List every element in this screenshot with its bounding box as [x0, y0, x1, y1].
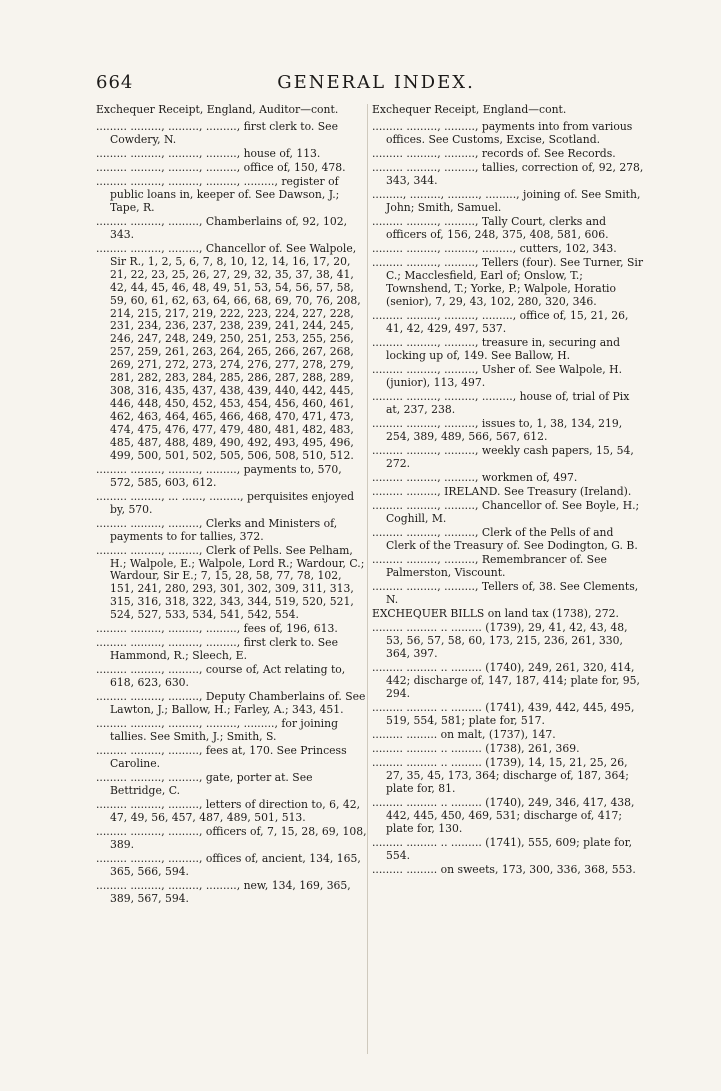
index-entry: ......... ........., ........., weekly cash papers, 15, 54, 272.: [372, 443, 634, 470]
index-entry: ......... ........., ........., letters of direction to, 6, 42, 47, 49, 56, 457, 487, 489, 501, 513.: [96, 798, 361, 825]
index-entry: EXCHEQUER BILLS on land tax (1738), 272.: [372, 607, 619, 621]
index-column-right: [372, 104, 644, 1064]
index-entry: ......... ........., ........., ........., house of, trial of Pix at, 237, 238.: [372, 389, 630, 416]
index-entry: ......... ........., ........., ........., cutters, 102, 343.: [372, 242, 617, 255]
index-entry: ......... ......... .. ......... (1741), 555, 609; plate for, 554.: [372, 836, 633, 862]
section-heading: Exchequer Receipt, England, Auditor—cont.: [96, 104, 339, 116]
index-entry: ......... ......... .. ......... (1739), 14, 15, 21, 25, 26, 27, 35, 45, 173, 364; discharge of, 187, 364; plate for, 81.: [372, 756, 629, 795]
index-entry: ......... ......... .. ......... (1740), 249, 346, 417, 438, 442, 445, 450, 469, 531; discharge of, 417; plate for, 130.: [372, 796, 635, 835]
index-entry: ......... ........., ........., Deputy Chamberlains of. See Lawton, J.; Ballow, H.; Farley, A.; 343, 451.: [96, 690, 366, 717]
index-entry: ......... ......... on malt, (1737), 147.: [372, 728, 556, 741]
index-entry: ......... ........., ........., Remembrancer of. See Palmerston, Viscount.: [372, 553, 607, 579]
index-entry: ......... ........., ........., ........., house of, 113.: [96, 146, 321, 160]
index-entry: ......... ......... .. ......... (1739), 29, 41, 42, 43, 48, 53, 56, 57, 58, 60, 173, 215, 236, 261, 330, 364, 397.: [372, 621, 628, 660]
page-number: 664: [96, 72, 134, 93]
index-entry: ......... ........., ........., ........., ........., register of public loans in, keeper of. See Dawson, J.; Tape, R.: [96, 175, 340, 214]
index-entry: ......... ........., ........., ........., ........., for joining tallies. See Smith, J.; Smith, S.: [96, 717, 338, 744]
index-entry: ......... ........., ........., workmen of, 497.: [372, 470, 578, 484]
index-entry: ......... ......... .. ......... (1738), 261, 369.: [372, 742, 580, 756]
index-entry: ......... ........., ........., Clerk of the Pells of and Clerk of the Treasury of. See Dodington, G. B.: [372, 526, 638, 552]
index-entry: ......... ........., ........., gate, porter at. See Bettridge, C.: [96, 771, 313, 798]
index-entry: ......... ........., ........., Clerk of Pells. See Pelham, H.; Walpole, E.; Walpole, Lord R.; Wardour, C.; Wardour, Sir E.; 7, 15, 28, 58, 77, 78, 102, 151, 241, 280, 293, 301, 302, 309, 311, 313, 315, 316, 318, 322, 343, 344, 519, 520, 521, 524, 527, 533, 534, 541, 542, 554.: [96, 543, 365, 622]
index-entry: ......... ........., ........., Tellers (four). See Turner, Sir C.; Macclesfield, Earl of; Onslow, T.; Townshend, T.; Yorke, P.; Walpole, Horatio (senior), 7, 29, 43, 102, 280, 320, 346.: [372, 256, 644, 308]
index-entry: ......... ........., ........., Chancellor of. See Walpole, Sir R., 1, 2, 5, 6, 7, 8, 10, 12, 14, 16, 17, 20, 21, 22, 23, 25, 26, 27, 29, 32, 35, 37, 38, 41, 42, 44, 45, 46, 48, 49, 51, 53, 54, 56, 57, 58, 59, 60, 61, 62, 63, 64, 66, 68, 69, 70, 76, 208, 214, 215, 217, 219, 222, 223, 224, 227, 228, 231, 234, 236, 237, 238, 239, 241, 244, 245, 246, 247, 248, 249, 250, 251, 253, 255, 256, 257, 259, 261, 263, 264, 265, 266, 267, 268, 269, 271, 272, 273, 274, 276, 277, 278, 279, 281, 282, 283, 284, 285, 286, 287, 288, 289, 308, 316, 435, 437, 438, 439, 440, 442, 445, 446, 448, 450, 452, 453, 454, 456, 460, 461, 462, 463, 464, 465, 466, 468, 470, 471, 473, 474, 475, 476, 477, 479, 480, 481, 482, 483, 485, 487, 488, 489, 490, 492, 493, 495, 496, 499, 500, 501, 502, 505, 506, 508, 510, 512.: [96, 242, 361, 462]
section-heading: Exchequer Receipt, England—cont.: [372, 104, 567, 116]
index-entry: ......... ........., ........., offices of, ancient, 134, 165, 365, 566, 594.: [96, 852, 361, 879]
index-entry: ......... ......... .. ......... (1740), 249, 261, 320, 414, 442; discharge of, 147, 187, 414; plate for, 95, 294.: [372, 661, 640, 700]
index-entry: ......... ........., ........., ........., office of, 150, 478.: [96, 161, 346, 174]
index-entry: ......... ........., ........., Clerks and Ministers of, payments to for tallies, 372.: [96, 516, 338, 543]
index-entry: ......... ........., ........., payments into from various offices. See Customs, Excise, Scotland.: [372, 119, 633, 146]
index-entry: ......... ......... .. ......... (1741), 439, 442, 445, 495, 519, 554, 581; plate for, 517.: [372, 701, 635, 727]
index-entry: ......... ........., ........., Chancellor of. See Boyle, H.; Coghill, M.: [372, 499, 640, 525]
index-entry: ......... ........., ........., fees at, 170. See Princess Caroline.: [96, 744, 347, 771]
page-header: [96, 72, 656, 96]
index-entry: ......... ........., ........., Tellers of, 38. See Clements, N.: [372, 580, 639, 606]
index-entry: ......... ........., ........., course of, Act relating to, 618, 623, 630.: [96, 663, 346, 690]
index-entry: ......... ........., ........., ........., first clerk to. See Hammond, R.; Sleech, E.: [96, 636, 338, 663]
index-entry: ......... ........., ........., issues to, 1, 38, 134, 219, 254, 389, 489, 566, 567, 612.: [372, 416, 623, 443]
index-column-left: [96, 104, 368, 1064]
index-entry: ......... ........., ... ......, ........., perquisites enjoyed by, 570.: [96, 489, 355, 516]
index-entry: ......... ........., ........., ........., payments to, 570, 572, 585, 603, 612.: [96, 462, 342, 489]
index-entry: ......... ........., ........., tallies, correction of, 92, 278, 343, 344.: [372, 161, 644, 187]
index-entry: ......... ........., ........., ........., fees of, 196, 613.: [96, 622, 338, 636]
index-entry: ......... ........., ........., ........., first clerk to. See Cowdery, N.: [96, 119, 338, 146]
index-entry: ......... ........., ........., ........., new, 134, 169, 365, 389, 567, 594.: [96, 879, 351, 906]
index-entry: ......... ........., ........., Usher of. See Walpole, H. (junior), 113, 497.: [372, 362, 622, 389]
index-entry: ......... ........., ........., records of. See Records.: [372, 146, 616, 160]
index-entry: ......... ........., IRELAND. See Treasury (Ireland).: [372, 485, 632, 498]
index-entry: ......... ......... on sweets, 173, 300, 336, 368, 553.: [372, 863, 636, 876]
index-entry: ......... ........., ........., Chamberlains of, 92, 102, 343.: [96, 215, 348, 241]
index-entry: ......... ........., ........., officers of, 7, 15, 28, 69, 108, 389.: [96, 825, 367, 852]
index-entry: ......... ........., ........., ........., office of, 15, 21, 26, 41, 42, 429, 497, 537.: [372, 308, 629, 335]
index-entry: ......... ........., ........., treasure in, securing and locking up of, 149. See Ballow, H.: [372, 335, 621, 362]
page-title: GENERAL INDEX.: [277, 72, 475, 93]
index-entry: ........., ........., ........., ........., joining of. See Smith, John; Smith, Samuel.: [372, 188, 641, 214]
index-entry: ......... ........., ........., Tally Court, clerks and officers of, 156, 248, 375, 408, 581, 606.: [372, 215, 609, 241]
